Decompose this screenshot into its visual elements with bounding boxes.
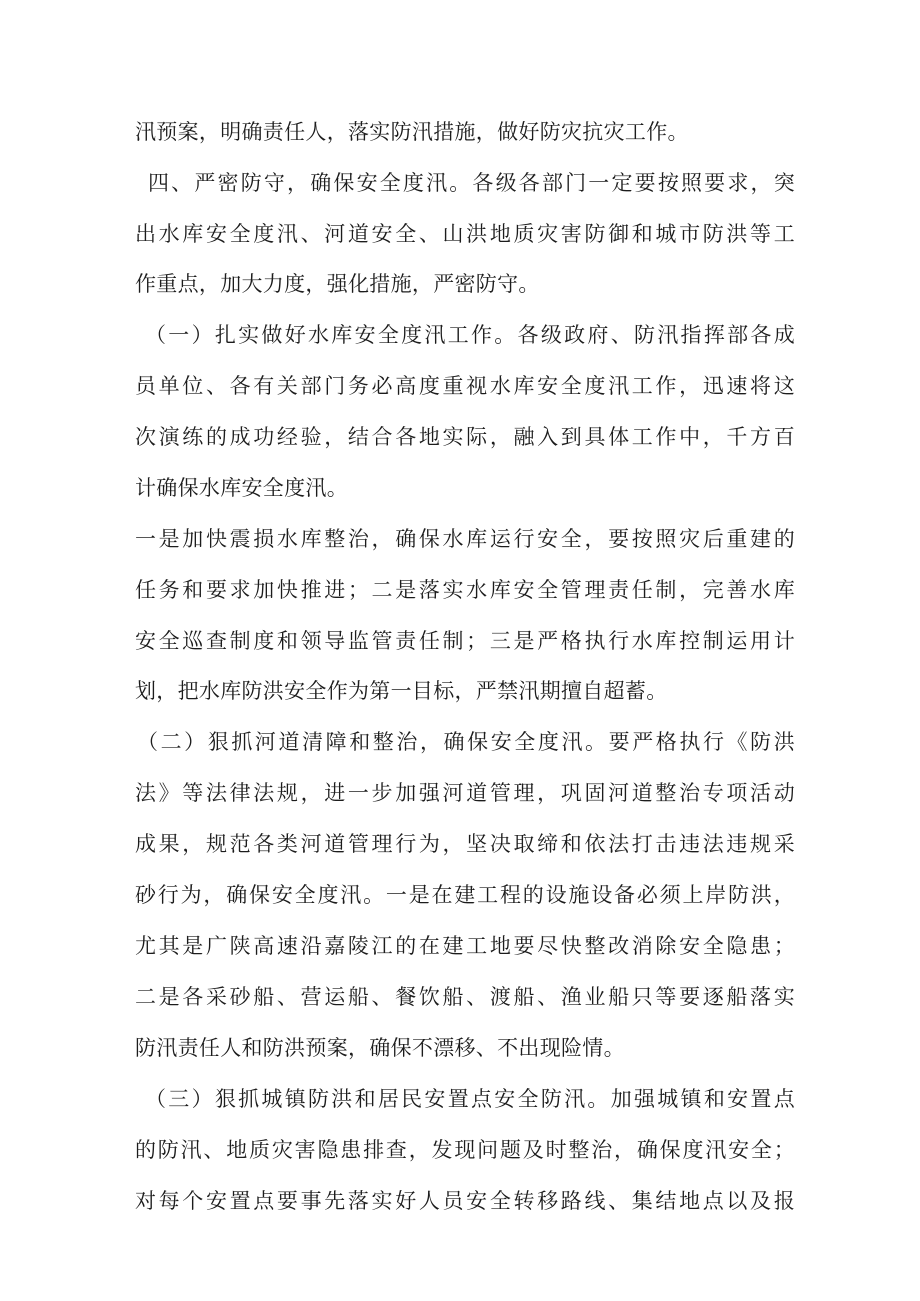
text-line: 任务和要求加快推进；二是落实水库安全管理责任制，完善水库 xyxy=(135,578,795,602)
text-line: 尤其是广陕高速沿嘉陵江的在建工地要尽快整改消除安全隐患； xyxy=(135,934,795,958)
text-line: 二是各采砂船、营运船、餐饮船、渡船、渔业船只等要逐船落实 xyxy=(135,985,795,1009)
text-line: 划，把水库防洪安全作为第一目标，严禁汛期擅自超蓄。 xyxy=(135,679,668,703)
section-heading-line: 四、严密防守，确保安全度汛。各级各部门一定要按照要求，突 xyxy=(148,171,795,195)
text-line: 出水库安全度汛、河道安全、山洪地质灾害防御和城市防洪等工 xyxy=(135,222,795,246)
text-line: 的防汛、地质灾害隐患排查，发现问题及时整治，确保度汛安全； xyxy=(135,1138,795,1162)
text-line: 防汛责任人和防洪预案，确保不漂移、不出现险情。 xyxy=(135,1036,625,1060)
subsection-heading-line: （三）狠抓城镇防洪和居民安置点安全防汛。加强城镇和安置点 xyxy=(145,1087,795,1111)
text-line: 砂行为，确保安全度汛。一是在建工程的设施设备必须上岸防洪， xyxy=(135,883,795,907)
text-line: 作重点，加大力度，强化措施，严密防守。 xyxy=(135,272,540,296)
text-line: 安全巡查制度和领导监管责任制；三是严格执行水库控制运用计 xyxy=(135,629,795,653)
text-line: 法》等法律法规，进一步加强河道管理，巩固河道整治专项活动 xyxy=(135,781,795,805)
text-line: 汛预案，明确责任人，落实防汛措施，做好防灾抗灾工作。 xyxy=(135,120,689,144)
text-line: 员单位、各有关部门务必高度重视水库安全度汛工作，迅速将这 xyxy=(135,374,795,398)
text-line: 一是加快震损水库整治，确保水库运行安全，要按照灾后重建的 xyxy=(135,527,795,551)
text-line: 计确保水库安全度汛。 xyxy=(135,476,348,500)
subsection-heading-line: （二）狠抓河道清障和整治，确保安全度汛。要严格执行《防洪 xyxy=(137,730,795,754)
text-line: 次演练的成功经验，结合各地实际，融入到具体工作中，千方百 xyxy=(135,425,795,449)
subsection-heading-line: （一）扎实做好水库安全度汛工作。各级政府、防汛指挥部各成 xyxy=(145,323,795,347)
text-line: 成果，规范各类河道管理行为，坚决取缔和依法打击违法违规采 xyxy=(135,832,795,856)
text-line: 对每个安置点要事先落实好人员安全转移路线、集结地点以及报 xyxy=(135,1189,795,1213)
